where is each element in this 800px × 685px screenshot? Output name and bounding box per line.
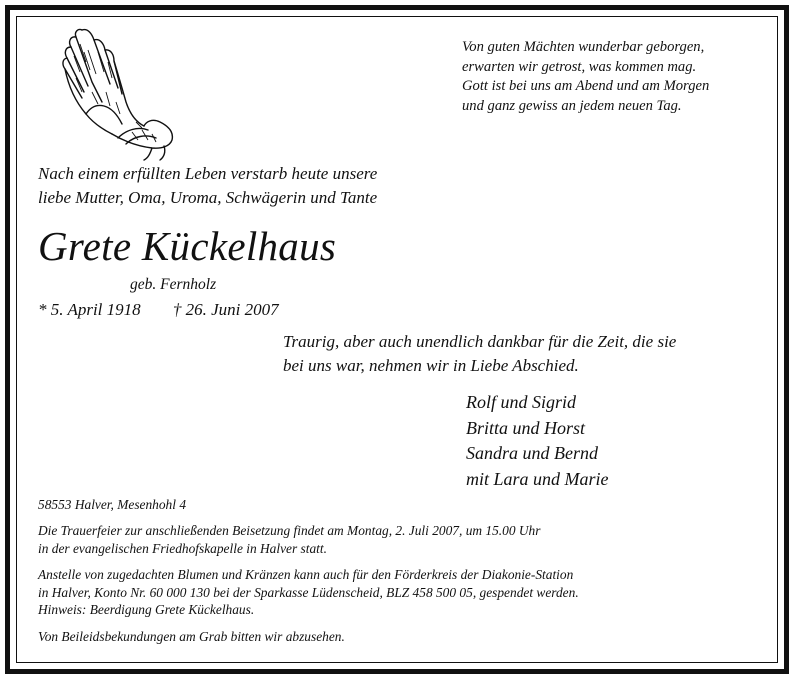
poem-line: und ganz gewiss an jedem neuen Tag. [462,97,682,114]
donation-line: in Halver, Konto Nr. 60 000 130 bei der Sparkasse Lüdenscheid, BLZ 458 500 05, gespendet werden. [38,584,579,600]
mourners-list [466,390,609,492]
intro-line: liebe Mutter, Oma, Uroma, Schwägerin und Tante [38,188,378,207]
mourner: Britta und Horst [466,417,586,438]
service-info [38,522,540,557]
poem-line: Gott ist bei uns am Abend und am Morgen [462,78,710,94]
donation-line: Anstelle von zugedachten Blumen und Kränzen kann auch für den Förderkreis der Diakonie-Station [38,567,574,582]
farewell-text [283,330,676,378]
farewell-line: bei uns war, nehmen wir in Liebe Abschied. [283,356,579,375]
condolence-note [38,628,345,646]
intro-line: Nach einem erfüllten Leben verstarb heute unsere [38,164,378,183]
poem-line: erwarten wir getrost, was kommen mag. [462,58,697,75]
mourner: Rolf und Sigrid [466,392,577,412]
birth-date: * 5. April 1918 [38,300,141,319]
address [38,496,186,514]
praying-hands-icon [52,22,177,162]
donation-info [38,566,579,619]
service-line: Die Trauerfeier zur anschließenden Beisetzung findet am Montag, 2. Juli 2007, um 15.00 Uhr [38,523,541,538]
mourner: mit Lara und Marie [466,468,609,489]
service-line: in der evangelischen Friedhofskapelle in Halver statt. [38,540,327,556]
intro-text [38,162,377,210]
poem-line: Von guten Mächten wunderbar geborgen, [462,39,705,55]
death-date: † 26. Juni 2007 [172,300,279,319]
donation-line: Hinweis: Beerdigung Grete Kückelhaus. [38,602,255,617]
life-dates [38,300,279,320]
address-line: 58553 Halver, Mesenhohl 4 [38,497,187,512]
farewell-line: Traurig, aber auch unendlich dankbar für die Zeit, die sie [283,332,677,351]
deceased-name: Grete Kückelhaus [38,223,337,269]
poem [462,38,709,116]
birth-name: geb. Fernholz [130,276,217,293]
condolence-line: Von Beileidsbekundungen am Grab bitten wir abzusehen. [38,629,345,644]
mourner: Sandra und Bernd [466,443,598,463]
